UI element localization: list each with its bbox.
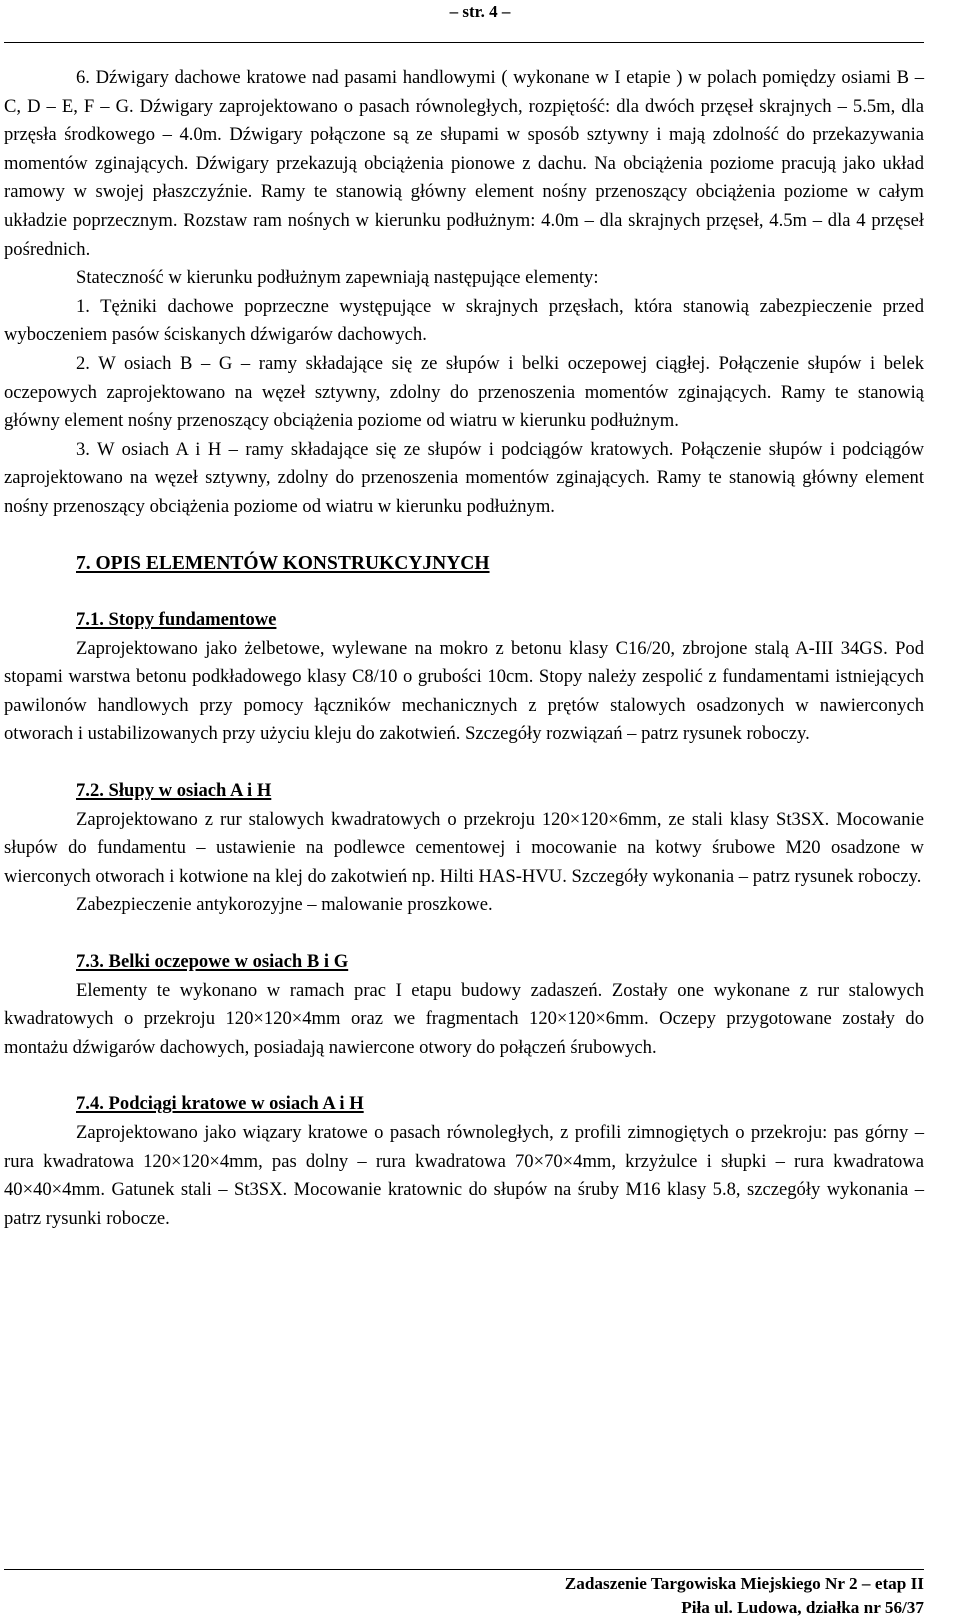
- section-7-3-heading: 7.3. Belki oczepowe w osiach B i G: [76, 951, 349, 973]
- paragraph-stability-item-3: 3. W osiach A i H – ramy składające się ze słupów i podciągów kratowych. Połączenie słupów i podciągów zaprojektowano na węzeł sztywny, zdolny do przenoszenia momentów zginających. Ramy te stanowią główny element nośny przenoszący obciążenia poziome od wiatru w kierunku podłużnym.: [4, 438, 924, 517]
- paragraph-stability-item-2: 2. W osiach B – G – ramy składające się ze słupów i belki oczepowej ciągłej. Połączenie słupów i belek oczepowych zaprojektowano na węzeł sztywny, zdolny do przenoszenia momentów zginających. Ramy te stanowią główny element nośny przenoszący obciążenia poziome od wiatru w kierunku podłużnym.: [4, 352, 924, 432]
- footer-location: Piła ul. Ludowa, działka nr 56/37: [681, 1598, 924, 1617]
- section-7-3-text: Elementy te wykonano w ramach prac I etapu budowy zadaszeń. Zostały one wykonane z rur stalowych kwadratowych o przekroju 120×120×4mm oraz we fragmentach 120×120×6mm. Oczepy przygotowane zostały do montażu dźwigarów dachowych, posiadają nawiercone otwory do połączeń śrubowych.: [4, 979, 924, 1058]
- section-7-heading: 7. OPIS ELEMENTÓW KONSTRUKCYJNYCH: [76, 552, 490, 574]
- paragraph-stability-item-1: 1. Tężniki dachowe poprzeczne występujące w skrajnych przęsłach, która stanowią zabezpieczenie przed wyboczeniem pasów ściskanych dźwigarów dachowych.: [4, 295, 924, 346]
- section-7-4-text: Zaprojektowano jako wiązary kratowe o pasach równoległych, z profili zimnogiętych o przekroju: pas górny – rura kwadratowa 120×120×4mm, pas dolny – rura kwadratowa 70×70×4mm, krzyżulce i słupki – rura kwadratowa 40×40×4mm. Gatunek stali – St3SX. Mocowanie kratownic do słupów na śruby M16 klasy 5.8, szczegóły wykonania – patrz rysunki robocze.: [4, 1122, 924, 1229]
- section-7-4-heading: 7.4. Podciągi kratowe w osiach A i H: [76, 1093, 364, 1115]
- section-7-2-text: Zaprojektowano z rur stalowych kwadratowych o przekroju 120×120×6mm, ze stali klasy St3SX. Mocowanie słupów do fundamentu – ustawienie na podlewce cementowej i mocowanie na kotwy śrubowe M20 osadzone w wierconych otworach i kotwione na klej do zakotwień np. Hilti HAS-HVU. Szczegóły wykonania – patrz rysunek roboczy.: [4, 808, 924, 887]
- footer-project-title: Zadaszenie Targowiska Miejskiego Nr 2 – etap II: [564, 1574, 924, 1593]
- page-number: – str. 4 –: [449, 2, 511, 21]
- header-rule: [4, 42, 924, 43]
- section-7-2-heading: 7.2. Słupy w osiach A i H: [76, 780, 272, 802]
- section-7-2-text-2: Zabezpieczenie antykorozyjne – malowanie proszkowe.: [76, 894, 493, 916]
- page-footer: [565, 1572, 924, 1620]
- section-7-1-text: Zaprojektowano jako żelbetowe, wylewane na mokro z betonu klasy C16/20, zbrojone stalą A-III 34GS. Pod stopami warstwa betonu podkładowego klasy C8/10 o grubości 10cm. Stopy należy zespolić z fundamentami istniejących pawilonów handlowych przy pomocy łączników mechanicznych z prętów stalowych osadzonych w nawierconych otworach i ustabilizowanych przy użyciu kleju do zakotwień. Szczegóły rozwiązań – patrz rysunek roboczy.: [4, 637, 924, 745]
- section-7-1-heading: 7.1. Stopy fundamentowe: [76, 609, 277, 631]
- document-body: [4, 64, 924, 1233]
- footer-rule: [4, 1569, 924, 1570]
- paragraph-stability-intro: Stateczność w kierunku podłużnym zapewniają następujące elementy:: [76, 267, 599, 289]
- paragraph-roof-girders: 6. Dźwigary dachowe kratowe nad pasami handlowymi ( wykonane w I etapie ) w polach pomiędzy osiami B – C, D – E, F – G. Dźwigary zaprojektowano o pasach równoległych, rozpiętość: dla dwóch przęseł skrajnych – 5.5m, dla przęsła środkowego – 4.0m. Dźwigary połączone są ze słupami w sposób sztywny i mają zdolność do przekazywania momentów zginających. Dźwigary przekazują obciążenia pionowe z dachu. Na obciążenia poziome pracują jako układ ramowy w swojej płaszczyźnie. Ramy te stanowią główny element nośny przenoszący obciążenia poziome w całym układzie poprzecznym. Rozstaw ram nośnych w kierunku podłużnym: 4.0m – dla skrajnych przęseł, 4.5m – dla 4 przęseł pośrednich.: [4, 67, 924, 260]
